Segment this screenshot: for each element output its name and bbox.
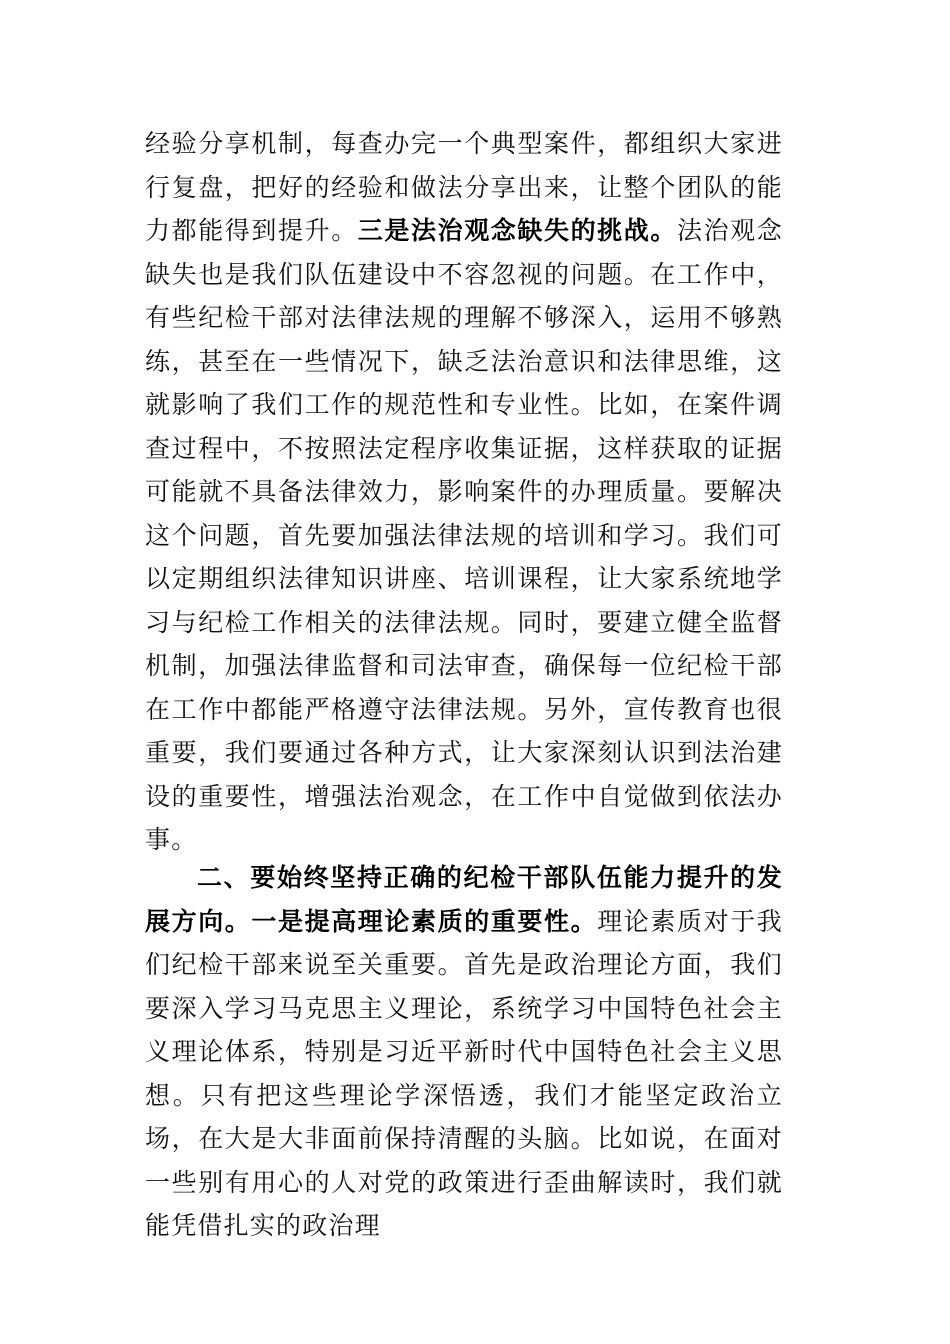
paragraph-1 — [145, 122, 783, 862]
paragraph-1-body: 法治观念缺失也是我们队伍建设中不容忽视的问题。在工作中，有些纪检干部对法律法规的理解不够深入，运用不够熟练，甚至在一些情况下，缺乏法治意识和法律思维，这就影响了我们工作的规范性和专业性。比如，在案件调查过程中，不按照法定程序收集证据，这样获取的证据可能就不具备法律效力，影响案件的办理质量。要解决这个问题，首先要加强法律法规的培训和学习。我们可以定期组织法律知识讲座、培训课程，让大家系统地学习与纪检工作相关的法律法规。同时，要建立健全监督机制，加强法律监督和司法审查，确保每一位纪检干部在工作中都能严格遵守法律法规。另外，宣传教育也很重要，我们要通过各种方式，让大家深刻认识到法治建设的重要性，增强法治观念，在工作中自觉做到依法办事。 — [145, 216, 783, 854]
paragraph-2 — [145, 856, 783, 1248]
paragraph-1-text: 经验分享机制，每查办完一个典型案件，都组织大家进行复盘，把好的经验和做法分享出来，让整个团队的能力都能得到提升。 — [145, 129, 783, 245]
heading-theory-quality: 一是提高理论素质的重要性。 — [251, 906, 598, 936]
section-heading-direction: 二、要始终坚持正确的纪检干部队伍能力提升的发展方向。 — [145, 863, 783, 936]
heading-rule-of-law-challenge: 三是法治观念缺失的挑战。 — [357, 216, 677, 245]
paragraph-2-body: 理论素质对于我们纪检干部来说至关重要。首先是政治理论方面，我们要深入学习马克思主义理论，系统学习中国特色社会主义理论体系，特别是习近平新时代中国特色社会主义思想。只有把这些理论学深悟透，我们才能坚定政治立场，在大是大非面前保持清醒的头脑。比如说，在面对一些别有用心的人对党的政策进行歪曲解读时，我们就能凭借扎实的政治理 — [145, 906, 783, 1240]
